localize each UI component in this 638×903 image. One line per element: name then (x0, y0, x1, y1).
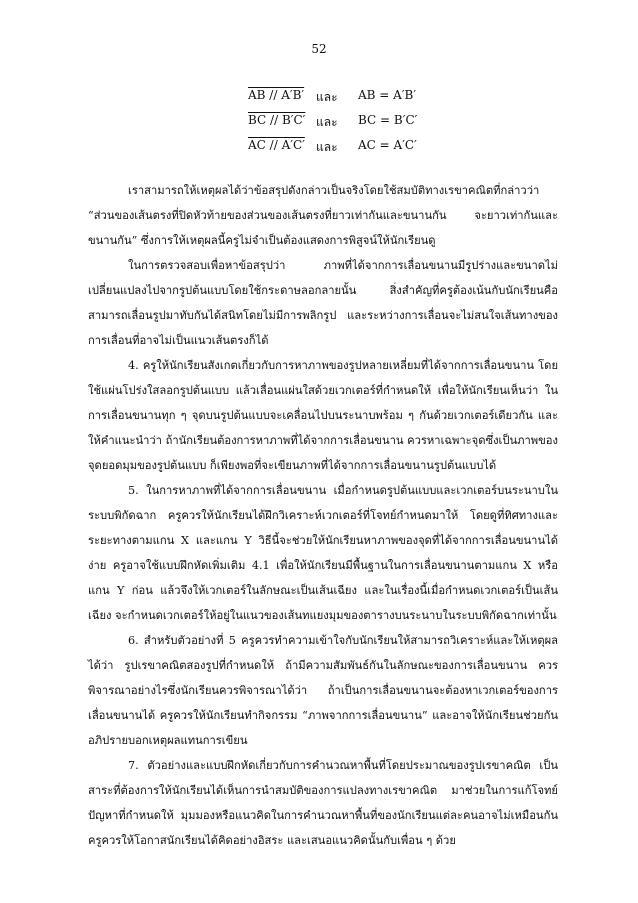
paragraph: 6. สำหรับตัวอย่างที่ 5 ครูควรทำความเข้าใจกับนักเรียนให้สามารถวิเคราะห์และให้เหตุผลได้ว่า รูปเรขาคณิตสองรูปที่กำหนดให้ ถ้ามีความสัมพันธ์กันในลักษณะของการเลื่อนขนาน ควรพิจารณาอย่างไรซึ่งนักเรียนควรพิจารณาได้ว่า ถ้าเป็นการเลื่อนขนานจะต้องหาเวกเตอร์ของการเลื่อนขนานได้ ครูควรให้นักเรียนทำกิจกรรม “ภาพจากการเลื่อนขนาน” และอาจให้นักเรียนช่วยกันอภิปรายบอกเหตุผลแทนการเขียน (88, 634, 558, 747)
formula-left: AB // A′B′ (248, 88, 305, 102)
paragraph: 4. ครูให้นักเรียนสังเกตเกี่ยวกับการหาภาพของรูปหลายเหลี่ยมที่ได้จากการเลื่อนขนาน โดยใช้แผ่นโปร่งใสลอกรูปต้นแบบ แล้วเลื่อนแผ่นใสด้วยเวกเตอร์ที่กำหนดให้ เพื่อให้นักเรียนเห็นว่า ในการเลื่อนขนานทุก ๆ จุดบนรูปต้นแบบจะเคลื่อนไปบนระนาบพร้อม ๆ กันด้วยเวกเตอร์เดียวกัน และให้คำแนะนำว่า ถ้านักเรียนต้องการหาภาพที่ได้จากการเลื่อนขนาน ควรหาเฉพาะจุดซึ่งเป็นภาพของจุดยอดมุมของรูปต้นแบบ ก็เพียงพอที่จะเขียนภาพที่ได้จากการเลื่อนขนานรูปต้นแบบได้ (88, 359, 558, 472)
formula-left: AC // A′C′ (248, 138, 305, 152)
paragraph: เราสามารถให้เหตุผลได้ว่าข้อสรุปดังกล่าวเป็นจริงโดยใช้สมบัติทางเรขาคณิตที่กล่าวว่า “ส่วนของเส้นตรงที่ปิดหัวท้ายของส่วนของเส้นตรงที่ยาวเท่ากันและขนานกัน จะยาวเท่ากันและขนานกัน” ซึ่งการให้เหตุผลนี้ครูไม่จำเป็นต้องแสดงการพิสูจน์ให้นักเรียนดู (88, 184, 558, 247)
paragraph: 5. ในการหาภาพที่ได้จากการเลื่อนขนาน เมื่อกำหนดรูปต้นแบบและเวกเตอร์บนระนาบในระบบพิกัดฉาก ครูควรให้นักเรียนได้ฝึกวิเคราะห์เวกเตอร์ที่โจทย์กำหนดมาให้ โดยดูที่ทิศทางและระยะทางตามแกน X และแกน Y วิธีนี้จะช่วยให้นักเรียนหาภาพของจุดที่ได้จากการเลื่อนขนานได้ง่าย ครูอาจใช้แบบฝึกหัดเพิ่มเติม 4.1 เพื่อให้นักเรียนมีพื้นฐานในการเลื่อนขนานตามแกน X หรือแกน Y ก่อน แล้วจึงให้เวกเตอร์ในลักษณะเป็นเส้นเฉียง และในเรื่องนี้เมื่อกำหนดเวกเตอร์เป็นเส้นเฉียง จะกำหนดเวกเตอร์ให้อยู่ในแนวของเส้นทแยงมุมของตารางบนระนาบในระบบพิกัดฉากเท่านั้น (88, 484, 558, 622)
formula-right: BC = B′C′ (358, 113, 418, 127)
formula-connector: และ (316, 90, 338, 104)
text-body (88, 178, 558, 853)
formula-connector: และ (316, 140, 338, 154)
formula-right: AB = A′B′ (358, 88, 417, 102)
formula-connector: และ (316, 115, 338, 129)
paragraph: 7. ตัวอย่างและแบบฝึกหัดเกี่ยวกับการคำนวณหาพื้นที่โดยประมาณของรูปเรขาคณิต เป็นสาระที่ต้องการให้นักเรียนได้เห็นการนำสมบัติของการแปลงทางเรขาคณิต มาช่วยในการแก้โจทย์ปัญหาที่กำหนดให้ มุมมองหรือแนวคิดในการคำนวณหาพื้นที่ของนักเรียนแต่ละคนอาจไม่เหมือนกัน ครูควรให้โอกาสนักเรียนได้คิดอย่างอิสระ และเสนอแนวคิดนั้นกับเพื่อน ๆ ด้วย (88, 759, 558, 847)
paragraph: ในการตรวจสอบเพื่อหาข้อสรุปว่า ภาพที่ได้จากการเลื่อนขนานมีรูปร่างและขนาดไม่เปลี่ยนแปลงไปจากรูปต้นแบบโดยใช้กระดาษลอกลายนั้น สิ่งสำคัญที่ครูต้องเน้นกับนักเรียนคือ สามารถเลื่อนรูปมาทับกันได้สนิทโดยไม่มีการพลิกรูป และระหว่างการเลื่อนจะไม่สนใจเส้นทางของการเลื่อนที่อาจไม่เป็นแนวเส้นตรงก็ได้ (88, 259, 558, 347)
formula-right: AC = A′C′ (358, 138, 417, 152)
formula-left: BC // B′C′ (248, 113, 306, 127)
page-number: 52 (311, 42, 327, 56)
